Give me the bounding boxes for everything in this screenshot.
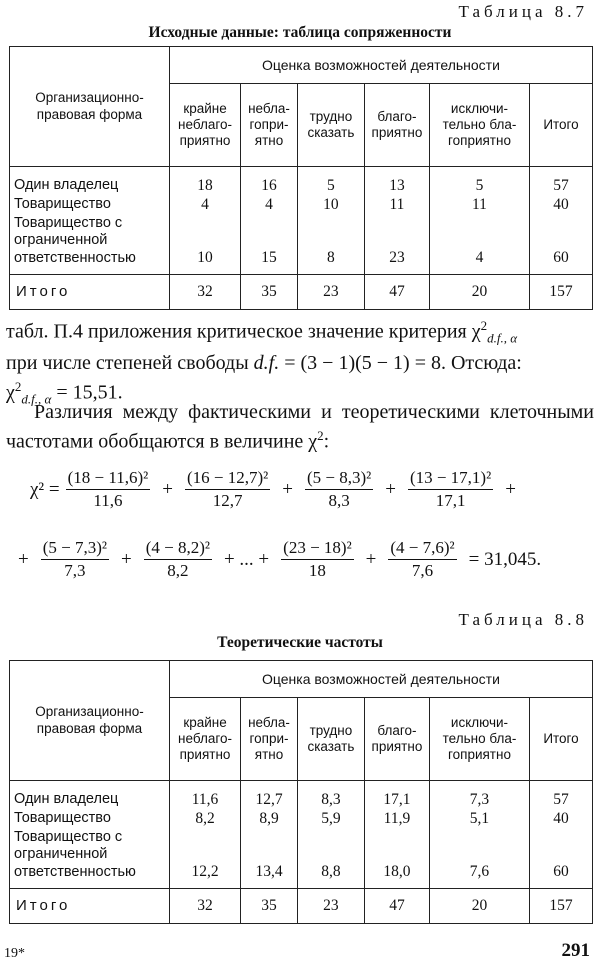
fraction	[41, 538, 109, 581]
col-values	[241, 781, 298, 889]
numerator: (5 − 8,3)²	[305, 468, 373, 490]
col-values	[297, 167, 364, 275]
header-col: трудно сказать	[297, 84, 364, 167]
total-cell: 32	[169, 889, 240, 924]
plus-sign: +	[282, 478, 293, 500]
header-form: Организационно-правовая форма	[10, 661, 170, 781]
total-label: Итого	[10, 889, 170, 924]
cell: 13	[389, 177, 405, 194]
cell: 4	[475, 249, 484, 266]
chi-symbol: χ	[6, 381, 15, 404]
total-cell: 35	[241, 275, 298, 310]
cell: 57	[553, 791, 569, 808]
cell: 18,0	[383, 863, 411, 880]
fraction	[281, 538, 354, 581]
cell: 5	[475, 177, 484, 194]
total-cell: 23	[297, 889, 364, 924]
numerator: (4 − 7,6)²	[388, 538, 456, 560]
numerator: (18 − 11,6)²	[66, 468, 151, 490]
numerator: (13 − 17,1)²	[408, 468, 493, 490]
col-values	[364, 781, 429, 889]
plus-sign: +	[162, 478, 173, 500]
row-name: Один владелец	[14, 177, 119, 193]
total-cell: 35	[241, 889, 298, 924]
cell: 60	[553, 863, 569, 880]
cell: 60	[553, 249, 569, 266]
total-cell: 20	[429, 275, 529, 310]
cell: 5,1	[469, 810, 490, 827]
cell: 11	[472, 196, 487, 213]
cell: 8	[327, 249, 335, 266]
cell: 57	[553, 177, 569, 194]
ellipsis: + ... +	[223, 548, 270, 570]
header-form: Организационно-правовая форма	[10, 47, 170, 167]
cell: 10	[197, 249, 213, 266]
row-names	[10, 167, 170, 275]
text-critical-value	[6, 314, 594, 411]
fraction	[408, 468, 493, 511]
formula-lhs: χ² =	[30, 478, 60, 500]
col-values	[530, 781, 593, 889]
total-label: Итого	[10, 275, 170, 310]
total-cell: 47	[364, 275, 429, 310]
row-name: Один владелец	[14, 791, 119, 807]
header-main: Оценка возможностей деятельности	[169, 661, 592, 698]
cell: 18	[197, 177, 213, 194]
numerator: (16 − 12,7)²	[185, 468, 270, 490]
row-name: Товарищество с ограниченной ответственностью	[14, 829, 136, 880]
col-values	[169, 167, 240, 275]
cell: 8,9	[259, 810, 279, 827]
denominator: 11,6	[93, 491, 123, 510]
table-number: Таблица 8.8	[458, 610, 588, 629]
cell: 40	[553, 810, 569, 827]
col-values	[169, 781, 240, 889]
denominator: 7,6	[411, 561, 434, 580]
total-cell: 157	[530, 889, 593, 924]
table-number: Таблица 8.7	[458, 2, 588, 21]
cell: 10	[323, 196, 339, 213]
cell: 40	[553, 196, 569, 213]
cell: 11,6	[191, 791, 219, 808]
header-col: благо-приятно	[364, 84, 429, 167]
denominator: 17,1	[435, 491, 466, 510]
cell: 17,1	[383, 791, 411, 808]
cell: 7,3	[469, 791, 490, 808]
cell: 12,7	[255, 791, 283, 808]
cell: 11,9	[383, 810, 411, 827]
subscript: d.f., α	[487, 330, 518, 346]
col-values	[241, 167, 298, 275]
header-col: благо-приятно	[364, 698, 429, 781]
formula-result: = 31,045.	[468, 548, 542, 570]
subscript: d.f., α	[21, 391, 52, 407]
denominator: 12,7	[212, 491, 243, 510]
header-col: крайне неблаго-приятно	[169, 84, 240, 167]
table-title: Исходные данные: таблица сопряженности	[148, 24, 452, 41]
fraction	[66, 468, 151, 511]
header-col: небла-гопри-ятно	[241, 84, 298, 167]
plus-sign: +	[385, 478, 396, 500]
total-cell: 20	[429, 889, 529, 924]
total-cell: 157	[530, 275, 593, 310]
cell: 13,4	[255, 863, 283, 880]
row-name: Товарищество	[14, 196, 111, 212]
signature-mark: 19*	[4, 946, 25, 961]
cell: 7,6	[469, 863, 490, 880]
fraction	[388, 538, 456, 581]
header-main: Оценка возможностей деятельности	[169, 47, 592, 84]
denominator: 18	[308, 561, 326, 580]
cell: 8,2	[195, 810, 215, 827]
text-line: Различия между фактическими и теоретическими клеточными частотами обобщаются в величине χ	[6, 401, 594, 453]
text-paragraph	[6, 400, 594, 454]
cell: 15	[261, 249, 277, 266]
numerator: (5 − 7,3)²	[41, 538, 109, 560]
row-names	[10, 781, 170, 889]
col-values	[429, 167, 529, 275]
superscript: 2	[14, 378, 22, 394]
plus-sign: +	[365, 548, 377, 570]
plus-sign: +	[120, 548, 132, 570]
cell: 12,2	[191, 863, 219, 880]
header-col: трудно сказать	[297, 698, 364, 781]
fraction	[305, 468, 373, 511]
text-line: при числе степеней свободы	[6, 351, 254, 374]
header-col: небла-гопри-ятно	[241, 698, 298, 781]
cell: 5,9	[321, 810, 341, 827]
cell: 8,8	[321, 863, 341, 880]
plus-sign: +	[505, 478, 516, 500]
row-name: Товарищество	[14, 810, 111, 826]
header-col: исключи-тельно бла-гоприятно	[429, 698, 529, 781]
page-number: 291	[561, 940, 590, 961]
numerator: (23 − 18)²	[281, 538, 354, 560]
text-line: :	[323, 430, 330, 453]
cell: 4	[201, 196, 209, 213]
chi-square-formula-line2	[12, 538, 547, 581]
fraction	[144, 538, 212, 581]
header-col: Итого	[530, 84, 593, 167]
cell: 11	[389, 196, 405, 213]
col-values	[530, 167, 593, 275]
plus-sign: +	[18, 548, 29, 570]
cell: 23	[389, 249, 405, 266]
row-name: Товарищество с ограниченной ответственностью	[14, 215, 136, 266]
header-col: исключи-тельно бла-гоприятно	[429, 84, 529, 167]
header-col: Итого	[530, 698, 593, 781]
df-symbol: d.f.	[253, 351, 280, 374]
cell: 5	[327, 177, 335, 194]
cell: 8,3	[321, 791, 341, 808]
text-line: табл. П.4 приложения критическое значение критерия χ	[6, 320, 481, 343]
total-cell: 47	[364, 889, 429, 924]
col-values	[364, 167, 429, 275]
contingency-table	[9, 46, 593, 310]
numerator: (4 − 8,2)²	[144, 538, 212, 560]
header-col: крайне неблаго-приятно	[169, 698, 240, 781]
expected-frequencies-table	[9, 660, 593, 924]
table-title: Теоретические частоты	[217, 634, 383, 651]
total-cell: 23	[297, 275, 364, 310]
denominator: 7,3	[64, 561, 86, 580]
cell: 4	[265, 196, 273, 213]
superscript: 2	[480, 318, 488, 333]
denominator: 8,2	[167, 561, 189, 580]
cell: 16	[261, 177, 277, 194]
col-values	[429, 781, 529, 889]
total-cell: 32	[169, 275, 240, 310]
text-line: = (3 − 1)(5 − 1) = 8. Отсюда:	[279, 351, 522, 374]
fraction	[185, 468, 270, 511]
superscript: 2	[317, 428, 324, 443]
text-line: = 15,51.	[51, 381, 123, 404]
col-values	[297, 781, 364, 889]
denominator: 8,3	[328, 491, 350, 510]
chi-square-formula-line1	[30, 468, 522, 511]
